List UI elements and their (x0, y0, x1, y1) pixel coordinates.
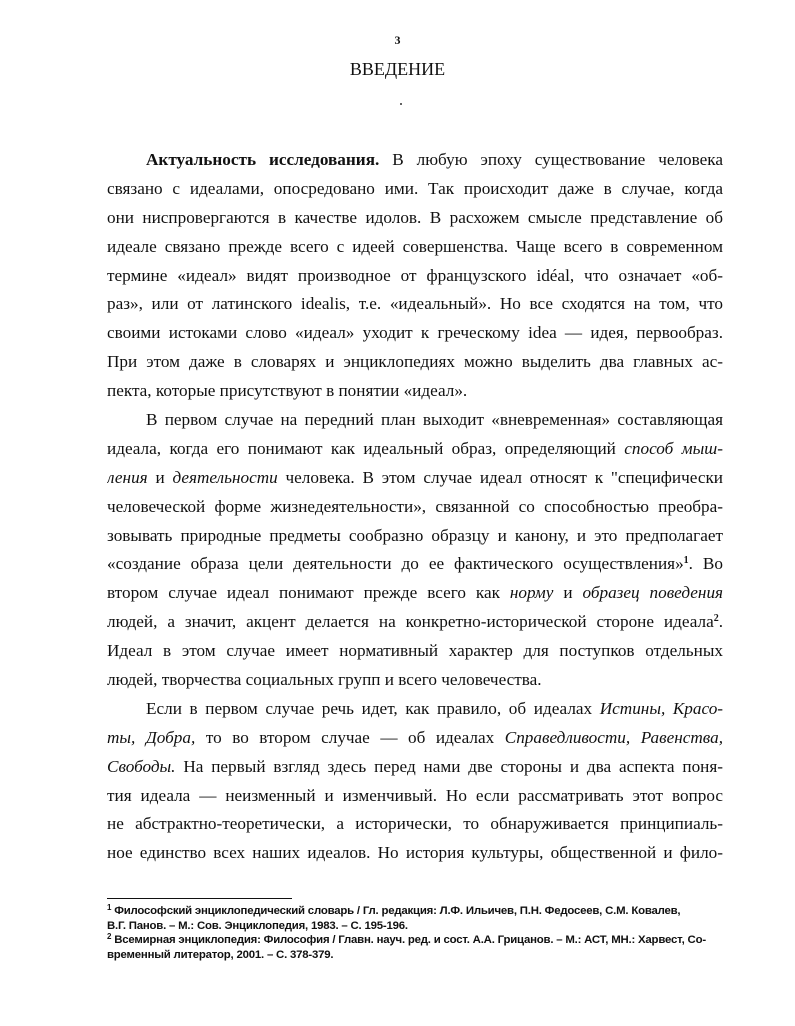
italic-term: Справедливости, Равенства, (504, 727, 723, 747)
paragraph-1-line-7: своими истоками слово «идеал» уходит к греческому idea — идея, первообраз. (107, 323, 723, 343)
paragraph-2-line-10: людей, творчества социальных групп и всего человечества. (107, 670, 542, 690)
text-fragment: «создание образа цели деятельности до ее фактического осуществления» (107, 554, 684, 574)
paragraph-2-line-4: человеческой форме жизнедеятельности», связанной со способностью преобра- (107, 496, 723, 516)
footnote-number: 2 (107, 933, 112, 941)
paragraph-2-line-5: зовывать природные предметы сообразно образцу и канону, и это предполагает (107, 525, 723, 545)
italic-term: Красо- (672, 698, 723, 718)
body-text (107, 146, 723, 868)
paragraph-1-line-6: раз», или от латинского idealis, т.е. «идеальный». Но все сходятся на том, что (107, 294, 723, 314)
paragraph-2-line-7 (107, 579, 723, 608)
footnote-ref-1[interactable]: 1 (683, 555, 689, 567)
paragraph-2-line-3 (107, 464, 723, 493)
paragraph-1-line-9: пекта, которые присутствуют в понятии «идеал». (107, 381, 468, 401)
text-fragment: втором случае идеал понимают прежде всего как (107, 583, 500, 603)
footnote-text: Философский энциклопедический словарь / Гл. редакция: Л.Ф. Ильичев, П.Н. Федосеев, С.М. Ковалев, (114, 905, 681, 917)
text-fragment: . Во (688, 554, 723, 574)
paragraph-1-line-1 (107, 146, 723, 175)
paragraph-3-line-6: ное единство всех наших идеалов. Но история культуры, общественной и фило- (107, 843, 723, 863)
italic-term: Истины, (599, 698, 666, 718)
paragraph-3-line-5: не абстрактно-теоретически, а исторически, то обнаруживается принципиаль- (107, 814, 723, 834)
text-fragment: и (155, 467, 165, 487)
stray-dot (400, 103, 402, 105)
paragraph-2-line-6 (107, 550, 723, 579)
paragraph-3-line-2 (107, 724, 723, 753)
italic-term: образец поведения (582, 583, 723, 603)
italic-term: способ мыш- (624, 438, 723, 458)
paragraph-1-line-2: связано с идеалами, опосредовано ими. Так происходит даже в случае, когда (107, 178, 723, 198)
italic-term: деятельности (172, 467, 278, 487)
text-fragment: идеала, когда его понимают как идеальный образ, определяющий (107, 438, 616, 458)
paragraph-3-line-3 (107, 753, 723, 782)
paragraph-1-line-4: идеале связано прежде всего с идеей совершенства. Чаще всего в современном (107, 236, 723, 256)
paragraph-3-line-1 (107, 695, 723, 724)
page-title: ВВЕДЕНИЕ (349, 59, 446, 79)
paragraph-1-line-5: термине «идеал» видят производное от французского idéal, что означает «об- (107, 265, 723, 285)
paragraph-2-line-9: Идеал в этом случае имеет нормативный характер для поступков отдельных (107, 641, 723, 661)
italic-term: норму (509, 583, 554, 603)
text-fragment: человека. В этом случае идеал относят к "специфически (285, 467, 723, 487)
text-fragment: Если в первом случае речь идет, как правило, об идеалах (146, 698, 593, 718)
text-fragment: В любую эпоху существование человека (392, 150, 723, 169)
footnote-1-line-2: В.Г. Панов. – М.: Сов. Энциклопедия, 1983. – С. 195-196. (107, 919, 408, 932)
footnote-number: 1 (107, 904, 112, 912)
footnote-ref-2[interactable]: 2 (713, 613, 719, 625)
text-fragment: и (563, 583, 573, 603)
paragraph-1-line-8: При этом даже в словарях и энциклопедиях можно выделить два главных ас- (107, 352, 723, 372)
page-number: 3 (394, 33, 401, 47)
footnote-1-line-1 (107, 904, 723, 919)
footnote-2-line-1 (107, 933, 723, 948)
footnote-text: Всемирная энциклопедия: Философия / Главн. науч. ред. и сост. А.А. Грицанов. – М.: АСТ, МН.: Харвест, Со- (114, 934, 706, 946)
italic-term: Свободы. (107, 756, 176, 776)
text-fragment: людей, а значит, акцент делается на конкретно-исторической стороне идеала (107, 612, 714, 632)
text-fragment: то во втором случае — об идеалах (205, 727, 495, 747)
footnotes (107, 904, 723, 962)
paragraph-1-line-3: они ниспровергаются в качестве идолов. В расхожем смысле представление об (107, 207, 723, 227)
footnote-2-line-2: временный литератор, 2001. – С. 378-379. (107, 948, 334, 961)
italic-term: ления (107, 467, 148, 487)
text-fragment: . (718, 612, 723, 632)
text-fragment: На первый взгляд здесь перед нами две стороны и два аспекта поня- (183, 756, 723, 776)
paragraph-2-line-1: В первом случае на передний план выходит «вневременная» составляющая (146, 410, 723, 430)
footnote-divider (107, 898, 292, 899)
lead-phrase: Актуальность исследования. (146, 150, 380, 169)
paragraph-2-line-8 (107, 608, 723, 637)
paragraph-2-line-2 (107, 435, 723, 464)
italic-term: ты, Добра, (107, 727, 196, 747)
paragraph-3-line-4: тия идеала — неизменный и изменчивый. Но если рассматривать этот вопрос (107, 785, 723, 805)
